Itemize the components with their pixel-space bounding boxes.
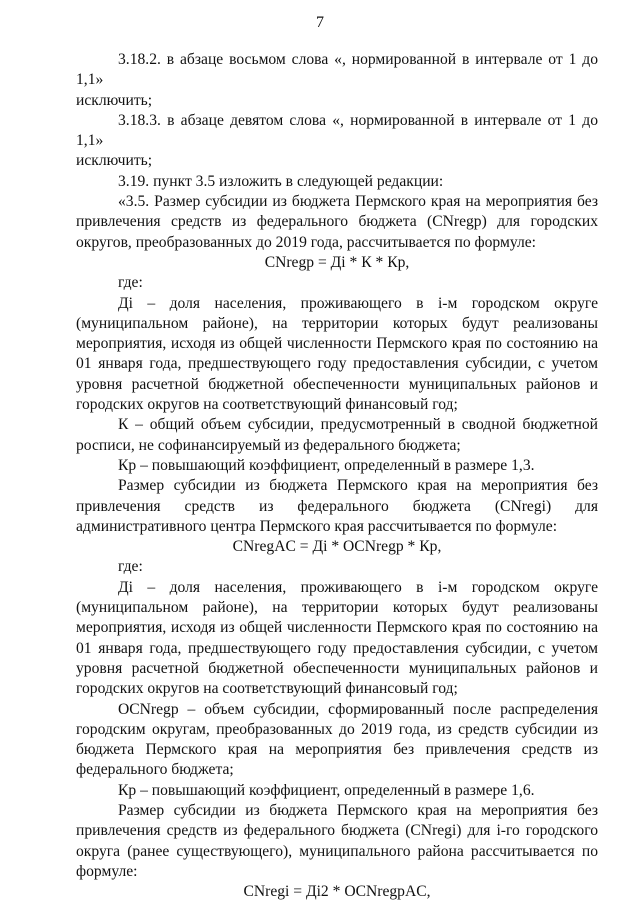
paragraph-3-18-3-cont: исключить;: [76, 152, 153, 170]
paragraph-3-18-3: 3.18.3. в абзаце девятом слова «, нормированной в интервале от 1 до 1,1»: [76, 111, 598, 150]
paragraph-admin-center: Размер субсидии из бюджета Пермского края на мероприятия без привлечения средств из федерального бюджета (CNregi) для административного центра Пермского края рассчитывается по формуле:: [76, 477, 598, 535]
where-label-1: где:: [118, 274, 143, 292]
where-label-2: где:: [118, 558, 143, 576]
paragraph-3-18-2-cont: исключить;: [76, 91, 153, 109]
formula-cnregp: CNregp = Дi * К * Кр,: [264, 253, 410, 271]
definition-k: К – общий объем субсидии, предусмотренный в сводной бюджетной росписи, не софинансируемый из федерального бюджета;: [76, 416, 598, 454]
definition-di-2: Дi – доля населения, проживающего в i-м городском округе (муниципальном районе), на территории которых будут реализованы мероприятия, исходя из общей численности Пермского края по состоянию на 01 января года, предшествующего году предоставления субсидии, с учетом уровня расчетной бюджетной обеспеченности муниципальных районов и городских округов на соответствующий финансовый год;: [76, 578, 598, 698]
page-number: 7: [316, 14, 324, 31]
formula-cnregac: CNregAC = Дi * OCNregp * Кр,: [232, 538, 442, 556]
definition-kp-2: Кр – повышающий коэффициент, определенный в размере 1,6.: [118, 781, 535, 799]
definition-kp-1: Кр – повышающий коэффициент, определенный в размере 1,3.: [118, 456, 535, 474]
definition-di-1: Дi – доля населения, проживающего в i-м городском округе (муниципальном районе), на территории которых будут реализованы мероприятия, исходя из общей численности Пермского края по состоянию на 01 января года, предшествующего году предоставления субсидии, с учетом уровня расчетной бюджетной обеспеченности муниципальных районов и городских округов на соответствующий финансовый год;: [76, 294, 598, 414]
formula-cnregi: CNregi = Дi2 * OCNregpAC,: [243, 883, 431, 901]
document-body: [76, 50, 598, 902]
paragraph-i-go-okrug: Размер субсидии из бюджета Пермского края на мероприятия без привлечения средств из федерального бюджета (CNregi) для i-го городского округа (ранее существующего), муниципального района рассчитывается по формуле:: [76, 801, 598, 880]
paragraph-3-5-intro: «3.5. Размер субсидии из бюджета Пермского края на мероприятия без привлечения средств из федерального бюджета (CNregp) для городских округов, преобразованных до 2019 года, рассчитывается по формуле:: [76, 193, 598, 251]
definition-ocnregp: OCNregp – объем субсидии, сформированный после распределения городским округам, преобразованных до 2019 года, из средств субсидии из бюджета Пермского края на мероприятия без привлечения средств из федерального бюджета;: [76, 700, 598, 779]
paragraph-3-18-2: 3.18.2. в абзаце восьмом слова «, нормированной в интервале от 1 до 1,1»: [76, 51, 598, 89]
paragraph-3-19: 3.19. пункт 3.5 изложить в следующей редакции:: [118, 172, 444, 190]
